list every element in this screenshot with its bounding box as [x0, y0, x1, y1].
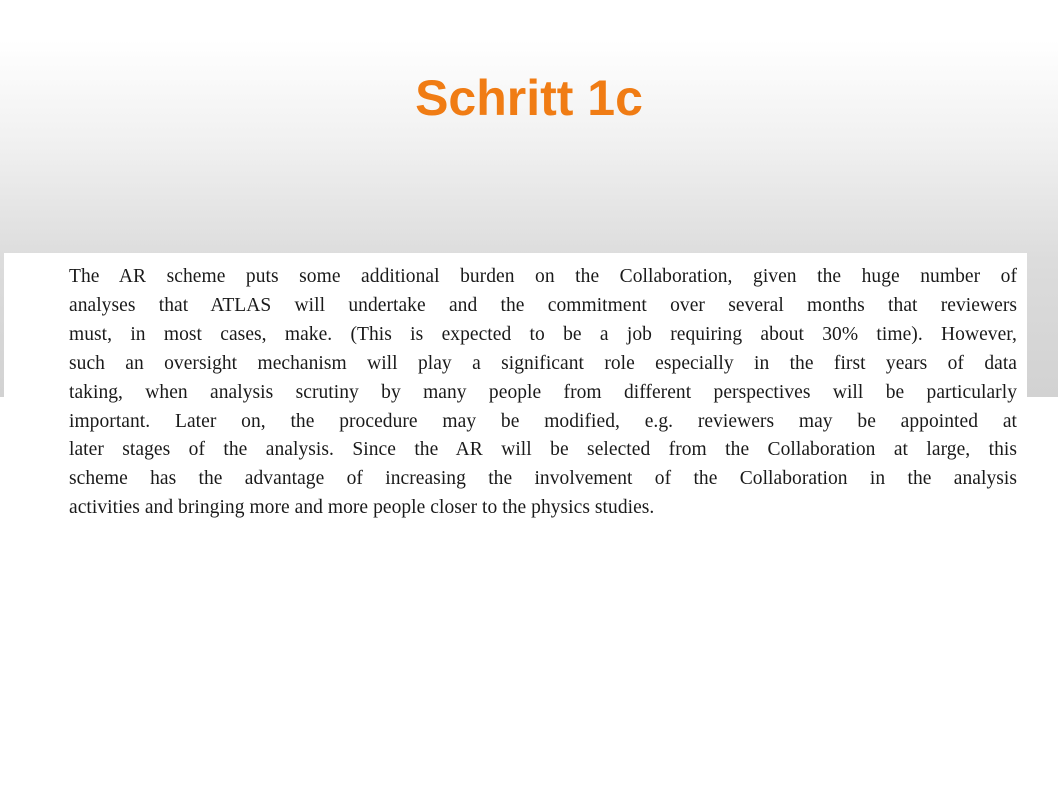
excerpt-line: taking, when analysis scrutiny by many people from different perspectives will be particularly [69, 381, 1017, 403]
excerpt-line: must, in most cases, make. (This is expected to be a job requiring about 30% time). However, [69, 323, 1017, 345]
excerpt-line: such an oversight mechanism will play a significant role especially in the first years of data [69, 352, 1017, 374]
slide-title: Schritt 1c [415, 70, 643, 126]
excerpt-line: activities and bringing more and more people closer to the physics studies. [69, 497, 655, 519]
excerpt-line: later stages of the analysis. Since the AR will be selected from the Collaboration at large, this [69, 439, 1017, 461]
excerpt-paragraph [69, 263, 1017, 523]
excerpt-line: The AR scheme puts some additional burden on the Collaboration, given the huge number of [69, 266, 1017, 287]
excerpt-line: scheme has the advantage of increasing the involvement of the Collaboration in the analysis [69, 468, 1017, 490]
excerpt-line: important. Later on, the procedure may be modified, e.g. reviewers may be appointed at [69, 410, 1017, 432]
document-excerpt [4, 253, 1027, 529]
excerpt-line: analyses that ATLAS will undertake and the commitment over several months that reviewers [69, 294, 1017, 316]
